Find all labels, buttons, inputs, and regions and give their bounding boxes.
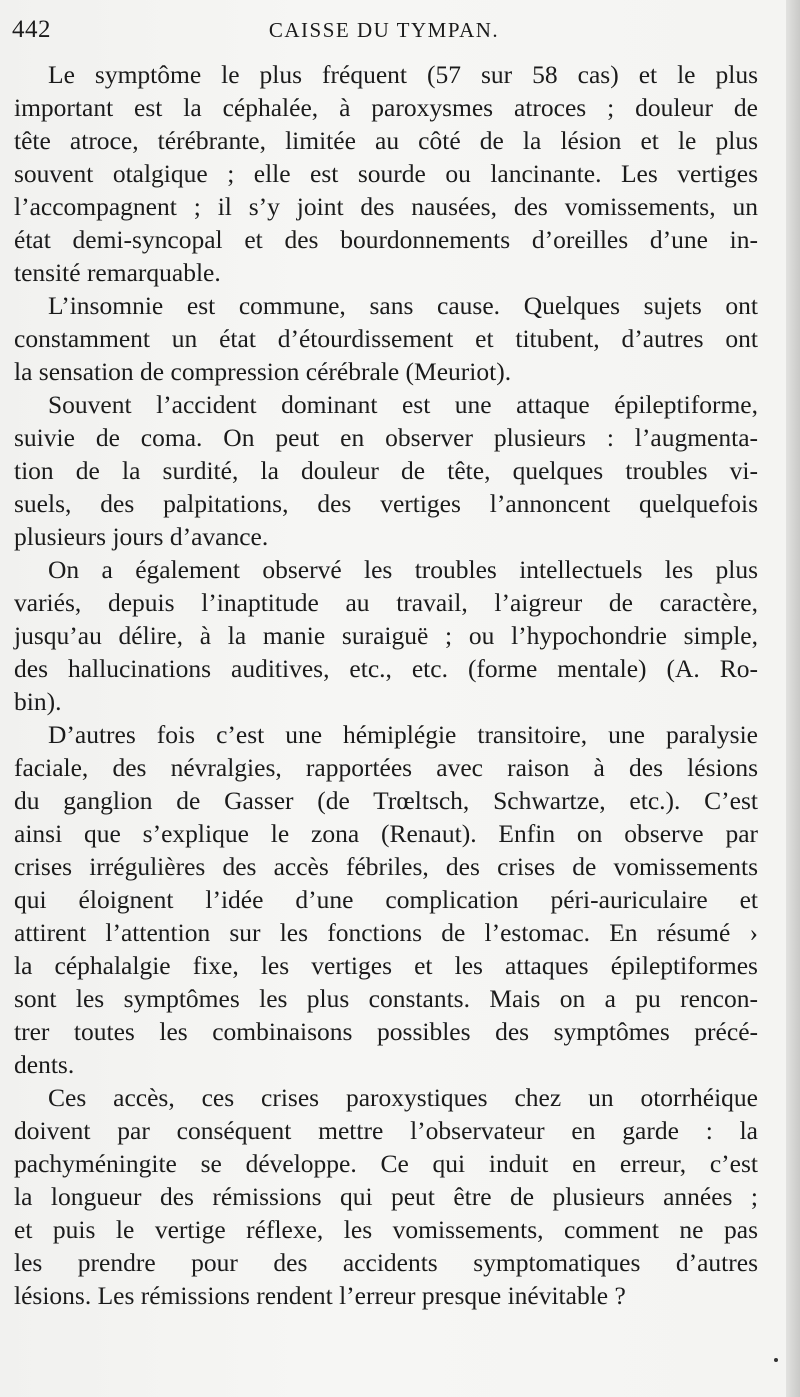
text-line: sont les symptômes les plus constants. Mais on a pu rencon- — [14, 984, 758, 1013]
text-line: dents. — [14, 1050, 75, 1079]
text-line: D’autres fois c’est une hémiplégie transitoire, une paralysie — [48, 720, 758, 749]
text-line: la céphalalgie fixe, les vertiges et les attaques épileptiformes — [14, 951, 758, 980]
text-line: L’insomnie est commune, sans cause. Quelques sujets ont — [48, 291, 758, 320]
running-title: CAISSE DU TYMPAN. — [268, 18, 500, 42]
paragraph — [14, 718, 758, 1081]
text-line: plusieurs jours d’avance. — [14, 522, 269, 551]
text-line: Souvent l’accident dominant est une attaque épileptiforme, — [48, 390, 758, 419]
text-line: qui éloignent l’idée d’une complication péri-auriculaire et — [14, 885, 758, 914]
ink-speck — [774, 1358, 778, 1362]
paragraph — [14, 58, 758, 289]
text-line: Ces accès, ces crises paroxystiques chez un otorrhéique — [48, 1083, 758, 1112]
text-line: faciale, des névralgies, rapportées avec raison à des lésions — [14, 753, 758, 782]
text-line: lésions. Les rémissions rendent l’erreur presque inévitable ? — [14, 1281, 626, 1310]
text-line: du ganglion de Gasser (de Trœltsch, Schwartze, etc.). C’est — [14, 786, 758, 815]
text-line: suivie de coma. On peut en observer plusieurs : l’augmenta- — [14, 423, 758, 452]
text-line: variés, depuis l’inaptitude au travail, l’aigreur de caractère, — [14, 588, 758, 617]
text-line: la longueur des rémissions qui peut être de plusieurs années ; — [14, 1182, 758, 1211]
text-line: jusqu’au délire, à la manie suraiguë ; ou l’hypochondrie simple, — [14, 621, 758, 650]
text-line: les prendre pour des accidents symptomatiques d’autres — [14, 1248, 758, 1277]
text-line: bin). — [14, 687, 62, 716]
text-line: crises irrégulières des accès fébriles, des crises de vomissements — [14, 852, 758, 881]
text-line: souvent otalgique ; elle est sourde ou lancinante. Les vertiges — [14, 159, 758, 188]
text-line: trer toutes les combinaisons possibles des symptômes précé- — [14, 1017, 758, 1046]
page-header — [12, 16, 756, 52]
page-number: 442 — [12, 16, 51, 43]
text-line: suels, des palpitations, des vertiges l’annoncent quelquefois — [14, 489, 758, 518]
paragraph — [14, 388, 758, 553]
paragraph — [14, 289, 758, 388]
text-line: des hallucinations auditives, etc., etc. (forme mentale) (A. Ro- — [14, 654, 758, 683]
text-line: ainsi que s’explique le zona (Renaut). Enfin on observe par — [14, 819, 758, 848]
text-line: tête atroce, térébrante, limitée au côté de la lésion et le plus — [14, 126, 758, 155]
text-line: état demi-syncopal et des bourdonnements d’oreilles d’une in- — [14, 225, 758, 254]
text-line: Le symptôme le plus fréquent (57 sur 58 cas) et le plus — [48, 60, 758, 89]
text-line: On a également observé les troubles intellectuels les plus — [48, 555, 758, 584]
text-line: l’accompagnent ; il s’y joint des nausées, des vomissements, un — [14, 192, 758, 221]
text-line: doivent par conséquent mettre l’observateur en garde : la — [14, 1116, 758, 1145]
paragraph — [14, 553, 758, 718]
text-line: attirent l’attention sur les fonctions de l’estomac. En résumé › — [14, 918, 758, 947]
text-line: tensité remarquable. — [14, 258, 221, 287]
text-line: important est la céphalée, à paroxysmes atroces ; douleur de — [14, 93, 758, 122]
text-line: tion de la surdité, la douleur de tête, quelques troubles vi- — [14, 456, 758, 485]
paragraph — [14, 1081, 758, 1312]
text-line: et puis le vertige réflexe, les vomissements, comment ne pas — [14, 1215, 758, 1244]
body-text — [14, 58, 758, 1312]
text-line: pachyméningite se développe. Ce qui induit en erreur, c’est — [14, 1149, 758, 1178]
page-edge — [786, 0, 800, 1397]
text-line: la sensation de compression cérébrale (Meuriot). — [14, 357, 512, 386]
text-line: constamment un état d’étourdissement et titubent, d’autres ont — [14, 324, 758, 353]
